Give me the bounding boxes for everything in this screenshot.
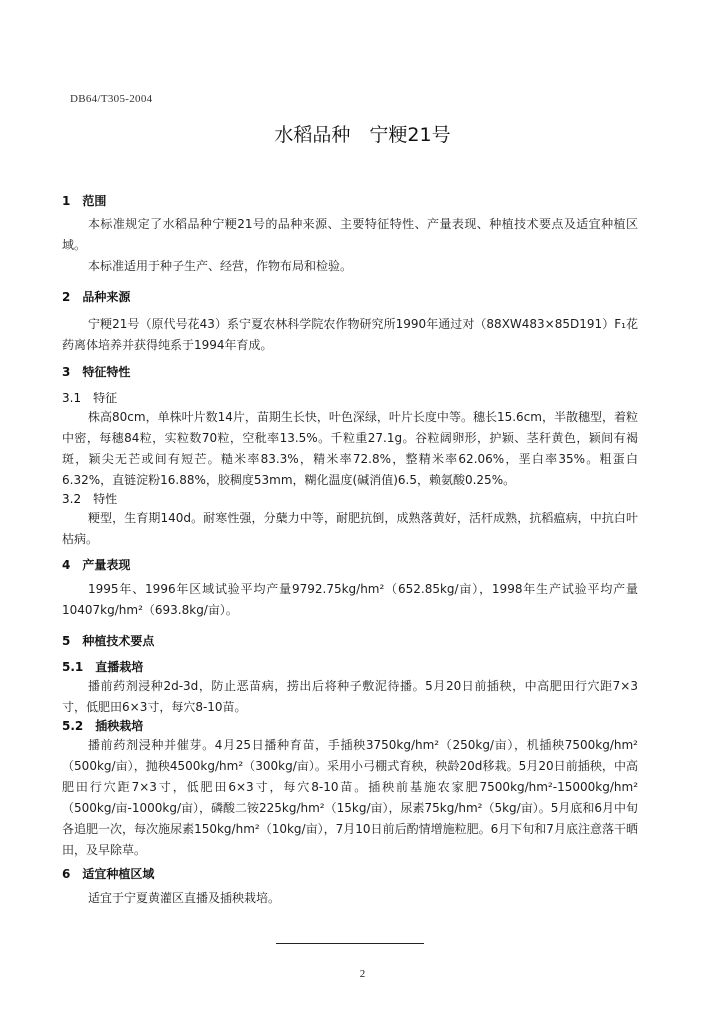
section-5-2-paragraph: 播前药剂浸种并催芽。4月25日播种育苗，手插秧3750kg/hm²（250kg/亩），机插秧7500kg/hm²（500kg/亩），抛秧4500kg/hm²（300kg/亩）。采用小弓棚式育秧，秧龄20d移栽。5月20日前插秧，中高肥田行穴距7×3寸，低肥田6×3寸，每穴8-10苗。插秧前基施农家肥7500kg/hm²-15000kg/hm²（500kg/亩-1000kg/亩），磷酸二铵225kg/hm²（15kg/亩），尿素75kg/hm²（5kg/亩）。5月底和6月中旬各追肥一次，每次施尿素150kg/hm²（10kg/亩），7月10日前后酌情增施粒肥。6月下旬和7月底注意落干晒田，及早除草。 <box>62 738 638 857</box>
section-5-2-heading: 5.2 插秧栽培 <box>62 719 144 733</box>
section-5-heading: 5 种植技术要点 <box>62 634 155 648</box>
section-3-2-heading: 3.2 特性 <box>62 492 118 506</box>
section-6-heading: 6 适宜种植区域 <box>62 867 155 881</box>
section-3-1-heading: 3.1 特征 <box>62 391 118 405</box>
section-4-paragraph: 1995年、1996年区域试验平均产量9792.75kg/hm²（652.85kg/亩），1998年生产试验平均产量10407kg/hm²（693.8kg/亩）。 <box>62 582 638 617</box>
section-1-paragraph-1: 本标准规定了水稻品种宁粳21号的品种来源、主要特征特性、产量表现、种植技术要点及适宜种植区域。 <box>62 217 638 252</box>
section-2-paragraph-1: 宁粳21号（原代号花43）系宁夏农林科学院农作物研究所1990年通过对（88XW483×85D191）F₁花药离体培养并获得纯系于1994年育成。 <box>62 317 638 352</box>
section-5-1-paragraph: 播前药剂浸种2d-3d，防止恶苗病，捞出后将种子敷泥待播。5月20日前插秧，中高肥田行穴距7×3寸，低肥田6×3寸，每穴8-10苗。 <box>62 679 638 714</box>
section-5-1-heading: 5.1 直播栽培 <box>62 660 144 674</box>
document-number: DB64/T305-2004 <box>70 93 153 105</box>
footer-divider <box>276 943 424 944</box>
document-title: 水稻品种 宁粳21号 <box>274 124 451 146</box>
section-6-paragraph: 适宜于宁夏黄灌区直播及插秧栽培。 <box>88 891 281 905</box>
section-4-heading: 4 产量表现 <box>62 558 131 572</box>
section-2-heading: 2 品种来源 <box>62 290 131 304</box>
section-1-heading: 1 范围 <box>62 194 107 208</box>
section-3-heading: 3 特征特性 <box>62 365 131 379</box>
section-3-2-paragraph: 粳型，生育期140d。耐寒性强，分蘖力中等，耐肥抗倒，成熟落黄好，活杆成熟，抗稻瘟病，中抗白叶枯病。 <box>62 511 638 546</box>
section-3-1-paragraph: 株高80cm，单株叶片数14片，苗期生长快，叶色深绿，叶片长度中等。穗长15.6cm，半散穗型，着粒中密，每穗84粒，实粒数70粒，空秕率13.5%。千粒重27.1g。谷粒阔卵形，护颖、茎秆黄色，颖间有褐斑，颖尖无芒或间有短芒。糙米率83.3%，精米率72.8%，整精米率62.06%，垩白率35%。粗蛋白6.32%，直链淀粉16.88%，胶稠度53mm，糊化温度(碱消值)6.5，赖氨酸0.25%。 <box>62 410 638 487</box>
section-1-paragraph-2: 本标准适用于种子生产、经营，作物布局和检验。 <box>88 259 353 273</box>
page-number: 2 <box>359 968 366 980</box>
